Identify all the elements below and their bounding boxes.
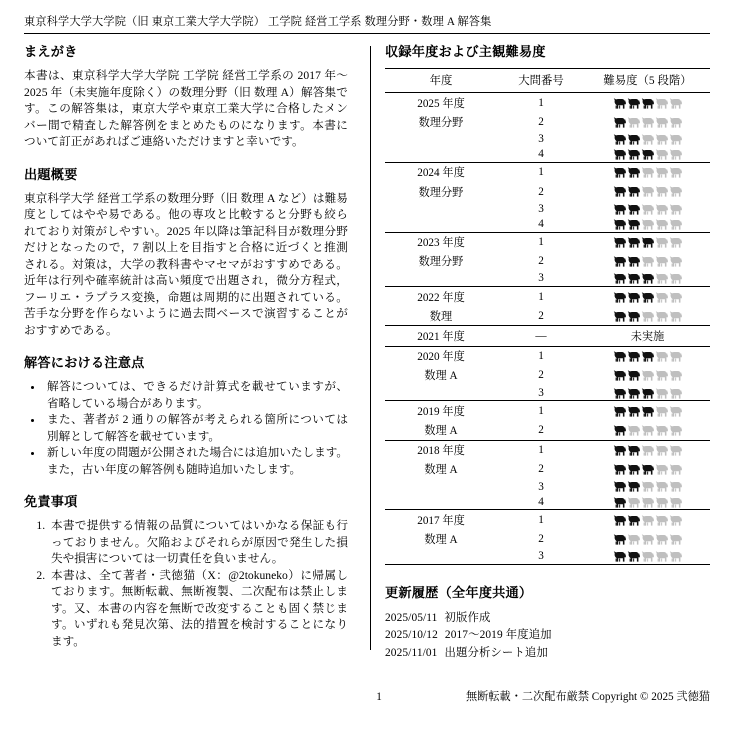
two-column-body (0, 44, 734, 674)
notes-list (24, 379, 348, 478)
cell-question-number: 2 (538, 115, 544, 128)
cell-difficulty (585, 366, 710, 385)
table-row (385, 346, 710, 366)
table-row (385, 549, 710, 565)
cell-question-number: 2 (538, 185, 544, 198)
table-row (385, 494, 710, 510)
cell-question-number: 3 (538, 202, 544, 215)
cell-year: 2017 年度 (385, 510, 497, 530)
difficulty-rating (612, 219, 683, 230)
difficulty-rating (612, 237, 683, 248)
cell-difficulty (585, 494, 710, 510)
cell-year (385, 479, 497, 494)
difficulty-rating (612, 551, 683, 562)
cell-difficulty (585, 147, 710, 163)
cell-difficulty (585, 201, 710, 216)
history-date: 2025/10/12 (385, 629, 438, 642)
cell-question-number: 1 (497, 440, 585, 460)
difficulty-rating (612, 273, 683, 284)
table-row (385, 306, 710, 326)
cell-difficulty (585, 216, 710, 232)
cell-difficulty (585, 385, 710, 401)
cell-year: 数理 A (424, 424, 458, 437)
cell-question-number: 3 (538, 272, 544, 285)
cell-difficulty (585, 326, 710, 346)
cell-question-number: 3 (497, 549, 585, 565)
cell-question-number: — (497, 326, 585, 346)
difficulty-rating (612, 149, 683, 160)
difficulty-rating (612, 481, 683, 492)
disclaimer-heading: 免責事項 (24, 495, 78, 510)
cell-difficulty (585, 479, 710, 494)
cell-question-number: 1 (497, 93, 585, 113)
table-row (385, 287, 710, 307)
preface-heading: まえがき (24, 45, 78, 60)
cell-question-number: 1 (497, 232, 585, 252)
cell-difficulty (585, 287, 710, 307)
cell-difficulty (585, 420, 710, 440)
table-row (385, 510, 710, 530)
list-item: 2. 本書は、全て著者・弐徳猫（X：@2tokuneko）に帰属しております。無断転載、無断複製、二次配布は禁止します。又、本書の内容を無断で改変することも固く禁じます。いずれも発見次第、法的措置を検討することになります。 (48, 568, 348, 651)
table-row (385, 252, 710, 271)
cell-difficulty (585, 162, 710, 182)
difficulty-rating (612, 186, 683, 197)
cell-question-number: 4 (538, 148, 544, 161)
difficulty-rating (612, 370, 683, 381)
update-history-heading: 更新履歴（全年度共通） (385, 585, 533, 601)
cell-question-number: 4 (538, 217, 544, 230)
difficulty-rating (612, 256, 683, 267)
cell-year: 数理 A (424, 534, 458, 547)
cell-question-number: 3 (538, 132, 544, 145)
difficulty-rating (612, 134, 683, 145)
cell-year: 2018 年度 (385, 440, 497, 460)
table-row (385, 131, 710, 146)
cell-year (385, 147, 497, 163)
cell-year: 数理分野 (418, 116, 464, 129)
cell-year (385, 131, 497, 146)
cell-year: 数理分野 (418, 256, 464, 269)
table-row (385, 440, 710, 460)
difficulty-rating (612, 351, 683, 362)
cell-difficulty (585, 510, 710, 530)
history-entry (385, 645, 710, 663)
preface-body: 本書は、東京科学大学大学院 工学院 経営工学系の 2017 年〜2025 年（未実施年度除く）の数理分野（旧 数理 A）解答集です。この解答集は，東京大学や東京工業大学に合格したメンバー間で精査した解答例をまとめたものになります。本書について訂正があればご連絡いただけますと幸いです。 (24, 69, 348, 148)
cell-year: 数理 A (424, 370, 458, 383)
column-header-question-number: 大問番号 (497, 69, 585, 93)
history-text: 初版作成 (444, 611, 491, 624)
cell-difficulty (585, 306, 710, 326)
table-row (385, 530, 710, 549)
cell-difficulty (585, 252, 710, 271)
cell-difficulty (585, 232, 710, 252)
cell-question-number: 1 (497, 346, 585, 366)
difficulty-rating (612, 98, 683, 109)
table-row (385, 232, 710, 252)
cell-year (385, 271, 497, 287)
cell-year: 2023 年度 (385, 232, 497, 252)
cell-year (385, 549, 497, 565)
cell-question-number: 1 (497, 401, 585, 421)
table-row (385, 147, 710, 163)
cell-difficulty (585, 112, 710, 131)
history-text: 2017〜2019 年度追加 (444, 629, 552, 642)
difficulty-rating (612, 204, 683, 215)
cell-question-number: 2 (538, 369, 544, 382)
cell-difficulty (585, 460, 710, 479)
difficulty-rating (612, 311, 683, 322)
table-row (385, 366, 710, 385)
difficulty-rating (612, 425, 683, 436)
cell-year: 数理 A (424, 464, 458, 477)
difficulty-rating (612, 445, 683, 456)
cell-difficulty (585, 182, 710, 201)
cell-question-number: 1 (497, 287, 585, 307)
update-history-section (385, 585, 710, 663)
cell-difficulty (585, 131, 710, 146)
update-history-list (385, 610, 710, 663)
notes-heading: 解答における注意点 (24, 356, 145, 371)
table-row (385, 271, 710, 287)
table-row (385, 385, 710, 401)
cell-year (385, 494, 497, 510)
header-rule (24, 33, 710, 34)
table-body (385, 93, 710, 565)
cell-difficulty (585, 93, 710, 113)
difficulty-rating (612, 292, 683, 303)
difficulty-rating (612, 167, 683, 178)
cell-year (385, 216, 497, 232)
cell-difficulty (585, 440, 710, 460)
right-column (385, 44, 710, 662)
disclaimer-list (24, 518, 348, 650)
list-item: • 新しい年度の問題が公開された場合には追加いたします。また，古い年度の解答例も随時追加いたします。 (44, 445, 348, 478)
table-header-row (385, 69, 710, 93)
list-item: 1. 本書で提供する情報の品質についてはいかなる保証も行っておりません。欠陥およびそれらが原因で発生した損失や損害については一切責任を負いません。 (48, 518, 348, 568)
cell-difficulty (585, 401, 710, 421)
cell-year: 数理 (429, 310, 453, 323)
page-number: 1 (376, 691, 382, 703)
cell-question-number: 2 (538, 255, 544, 268)
table-row (385, 401, 710, 421)
difficulty-rating (612, 464, 683, 475)
cell-year: 数理分野 (418, 186, 464, 199)
cell-question-number: 3 (538, 386, 544, 399)
list-item: • また、著者が 2 通りの解答が考えられる箇所については別解として解答を載せています。 (44, 412, 348, 445)
left-column (24, 44, 348, 650)
list-item: • 解答については、できるだけ計算式を載せていますが、省略している場合があります。 (44, 379, 348, 412)
cell-difficulty (585, 271, 710, 287)
table-row (385, 182, 710, 201)
history-entry (385, 610, 710, 628)
cell-year: 2024 年度 (385, 162, 497, 182)
difficulty-rating (612, 406, 683, 417)
table-row (385, 420, 710, 440)
difficulty-table (385, 68, 710, 565)
history-date: 2025/11/01 (385, 646, 438, 659)
cell-year (385, 385, 497, 401)
difficulty-rating (612, 515, 683, 526)
column-header-year: 年度 (385, 69, 497, 93)
cell-year: 2022 年度 (385, 287, 497, 307)
cell-difficulty (585, 549, 710, 565)
cell-year: 2019 年度 (385, 401, 497, 421)
not-held-label: 未実施 (630, 331, 665, 344)
cell-question-number: 1 (497, 510, 585, 530)
cell-year: 2025 年度 (385, 93, 497, 113)
history-text: 出題分析シート追加 (444, 646, 548, 659)
table-row (385, 201, 710, 216)
cell-difficulty (585, 346, 710, 366)
difficulty-rating (612, 388, 683, 399)
cell-question-number: 2 (538, 309, 544, 322)
cell-question-number: 1 (497, 162, 585, 182)
overview-body: 東京科学大学 経営工学系の数理分野（旧 数理 A など）は難易度としてはやや易である。他の専攻と比較すると分野も絞られており対策がしやすい。2025 年以降は筆記科目が数理分野だけとなったので，7 割以上を目指すと合格に近づくと推測される。対策は，大学の教科書やマセマがおすすめである。近年は行列や確率統計は高い頻度で出題され，微分方程式，フーリエ・ラプラス変換，命題は周期的に出題されている。苦手な分野を作らないように過去問ベースで演習することがおすすめである。 (24, 191, 348, 337)
difficulty-rating (612, 497, 683, 508)
cell-question-number: 2 (538, 463, 544, 476)
table-row (385, 479, 710, 494)
cell-year (385, 201, 497, 216)
table-header (385, 69, 710, 93)
column-header-difficulty: 難易度（5 段階） (585, 69, 710, 93)
table-row (385, 326, 710, 346)
running-header: 東京科学大学大学院（旧 東京工業大学大学院） 工学院 経営工学系 数理分野・数理 A 解答集 (24, 16, 492, 28)
table-row (385, 460, 710, 479)
cell-question-number: 2 (538, 533, 544, 546)
cell-year: 2021 年度 (385, 326, 497, 346)
cell-question-number: 2 (538, 423, 544, 436)
cell-question-number: 4 (538, 495, 544, 508)
copyright-notice: 無断転載・二次配布厳禁 Copyright © 2025 弐徳猫 (465, 691, 710, 703)
table-row (385, 216, 710, 232)
column-divider (370, 46, 371, 650)
difficulty-table-heading: 収録年度および主観難易度 (385, 45, 546, 60)
overview-heading: 出題概要 (24, 167, 78, 183)
table-row (385, 93, 710, 113)
history-date: 2025/05/11 (385, 611, 438, 624)
cell-year: 2020 年度 (385, 346, 497, 366)
difficulty-rating (612, 117, 683, 128)
table-row (385, 162, 710, 182)
cell-question-number: 3 (538, 480, 544, 493)
cell-difficulty (585, 530, 710, 549)
table-row (385, 112, 710, 131)
history-entry (385, 627, 710, 645)
difficulty-rating (612, 534, 683, 545)
